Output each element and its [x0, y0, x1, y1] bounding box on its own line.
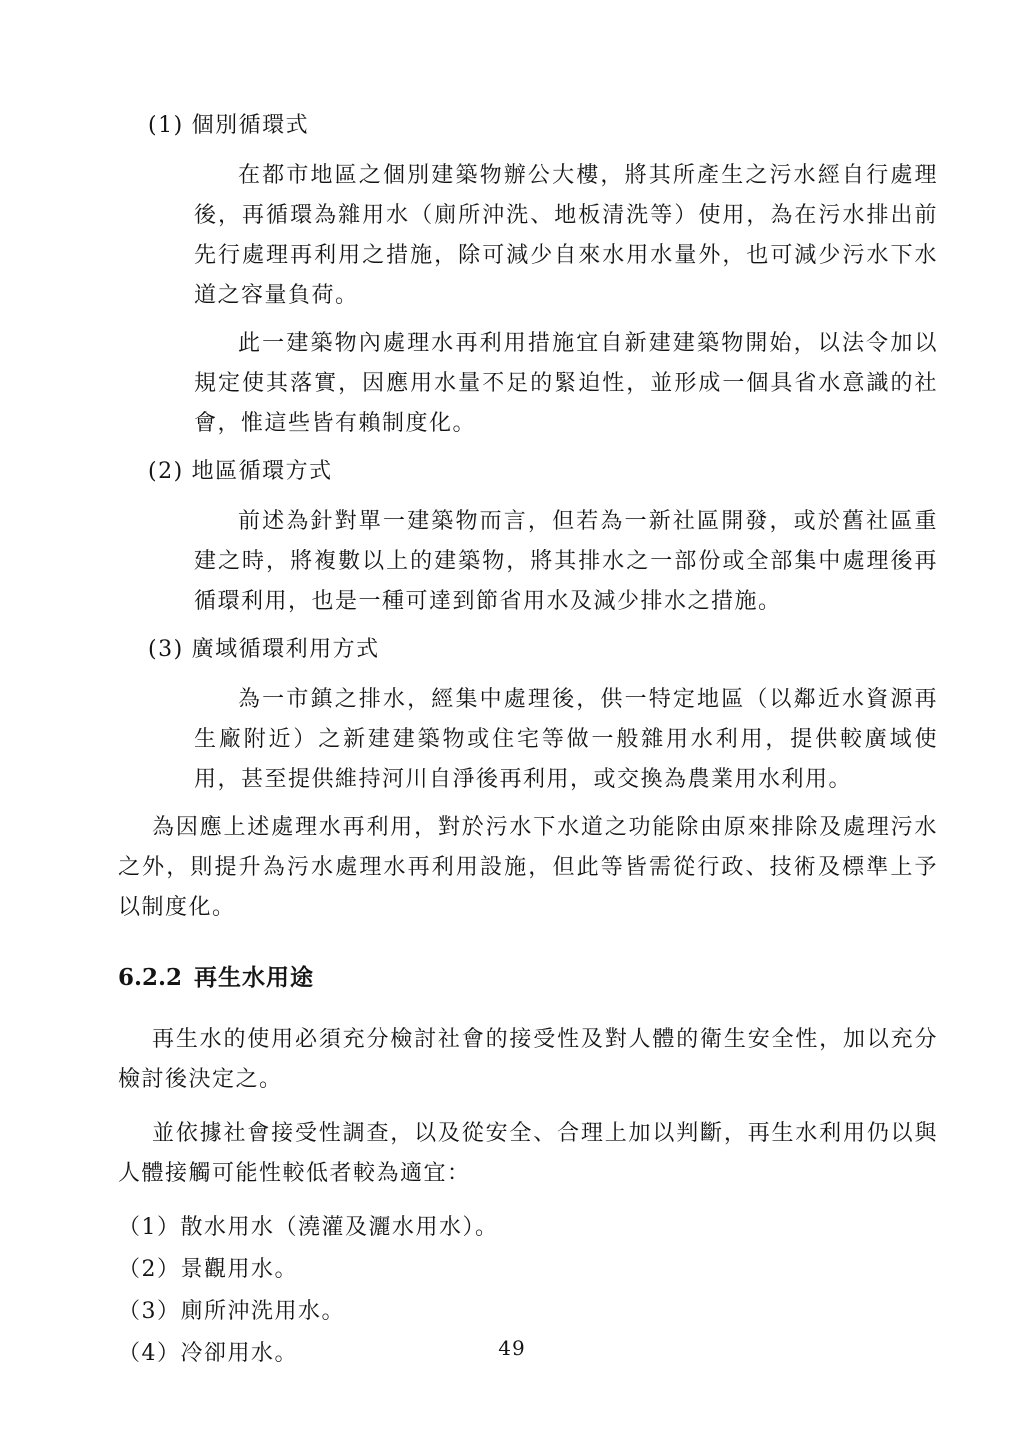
- outline-item-1: [118, 106, 938, 444]
- section-paragraph: 並依據社會接受性調查，以及從安全、合理上加以判斷，再生水利用仍以與人體接觸可能性較低者較為適宜：: [118, 1121, 938, 1186]
- section-title: 再生水用途: [194, 964, 315, 991]
- paragraph: 在都市地區之個別建築物辦公大樓，將其所產生之污水經自行處理後，再循環為雜用水（廁所沖洗、地板清洗等）使用，為在污水排出前先行處理再利用之措施，除可減少自來水用水量外，也可減少污水下水道之容量負荷。: [194, 163, 938, 308]
- list-item-2: （2）景觀用水。: [118, 1257, 298, 1282]
- outline-title-1: 個別循環式: [191, 113, 310, 138]
- paragraph: 此一建築物內處理水再利用措施宜自新建建築物開始，以法令加以規定使其落實，因應用水量不足的緊迫性，並形成一個具省水意識的社會，惟這些皆有賴制度化。: [194, 331, 938, 436]
- section-heading: [118, 958, 938, 998]
- section-number: 6.2.2: [118, 964, 183, 991]
- outline-heading-3: [148, 630, 938, 670]
- page-content: [118, 106, 938, 1376]
- outline-marker-1: (1): [148, 113, 184, 138]
- outline-heading-1: [148, 106, 938, 146]
- paragraph: 為一市鎮之排水，經集中處理後，供一特定地區（以鄰近水資源再生廠附近）之新建建築物或住宅等做一般雜用水利用，提供較廣域使用，甚至提供維持河川自淨後再利用，或交換為農業用水利用。: [194, 687, 938, 792]
- outline-title-2: 地區循環方式: [191, 459, 333, 484]
- closing-paragraph: 為因應上述處理水再利用，對於污水下水道之功能除由原來排除及處理污水之外，則提升為污水處理水再利用設施，但此等皆需從行政、技術及標準上予以制度化。: [118, 815, 938, 920]
- section-paragraph: 再生水的使用必須充分檢討社會的接受性及對人體的衛生安全性，加以充分檢討後決定之。: [118, 1027, 938, 1092]
- paragraph: 前述為針對單一建築物而言，但若為一新社區開發，或於舊社區重建之時，將複數以上的建築物，將其排水之一部份或全部集中處理後再循環利用，也是一種可達到節省用水及減少排水之措施。: [194, 509, 938, 614]
- outline-marker-3: (3): [148, 637, 184, 662]
- list-item-3: （3）廁所沖洗用水。: [118, 1299, 345, 1324]
- list-item-1: （1）散水用水（澆灌及灑水用水）。: [118, 1215, 499, 1240]
- page-number: 49: [498, 1336, 526, 1360]
- outline-heading-2: [148, 452, 938, 492]
- list-item-4: （4）冷卻用水。: [118, 1341, 298, 1366]
- outline-marker-2: (2): [148, 459, 184, 484]
- outline-title-3: 廣域循環利用方式: [191, 637, 380, 662]
- outline-item-3: [118, 630, 938, 800]
- outline-item-2: [118, 452, 938, 622]
